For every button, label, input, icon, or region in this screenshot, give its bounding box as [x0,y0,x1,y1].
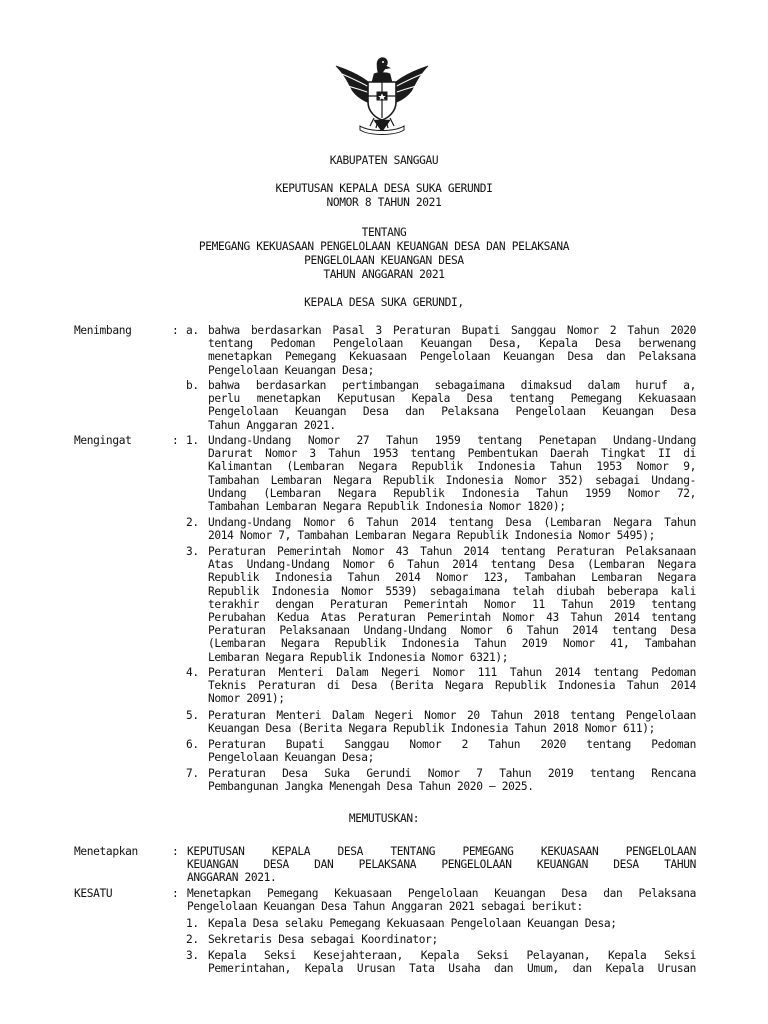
text-line: Undang-Undang Nomor 27 Tahun 1959 tentang Penetapan Undang-Undang [208,434,696,447]
text-line: Pemerintahan, Kepala Urusan Tata Usaha dan Umum, dan Kepala Urusan [208,962,696,976]
text-line: Atas Undang-Undang Nomor 6 Tahun 2014 tentang Desa (Lembaran Negara [208,558,696,572]
text-line: Sekretaris Desa sebagai Koordinator; [208,933,438,946]
section-body [187,887,696,913]
text-line: Peraturan Bupati Sanggau Nomor 2 Tahun 2020 tentang Pedoman [208,738,696,751]
text-line: bahwa berdasarkan pertimbangan sebagaimana dimaksud dalam huruf a, [208,379,696,392]
subject-line-3: TAHUN ANGGARAN 2021 [323,268,445,281]
text-line: Kalimantan (Lembaran Negara Republik Indonesia Tahun 1953 Nomor 9, [208,460,696,474]
text-line: Tambahan Lembaran Negara Republik Indonesia Nomor 1820); [208,500,566,514]
section-label: Mengingat [74,434,132,447]
section-label: Menetapkan [74,845,138,858]
text-line: Undang-Undang Nomor 6 Tahun 2014 tentang Desa (Lembaran Negara Tahun [208,516,696,529]
section-colon: : [172,434,179,447]
text-line: Peraturan Pelaksanaan Undang-Undang Nomor 6 Tahun 2014 tentang Desa [208,624,696,638]
subject-line-2: PENGELOLAAN KEUANGAN DESA [304,254,464,267]
text-line: menetapkan Pemegang Kekuasaan Pengelolaan Keuangan Desa dan Pelaksana [208,350,696,364]
text-line: Peraturan Desa Suka Gerundi Nomor 7 Tahun 2019 tentang Rencana [208,767,696,780]
item-marker: b. [186,379,199,392]
list-item [208,666,696,706]
item-marker: 6. [186,738,199,751]
item-marker: 1. [186,917,199,930]
item-marker: 3. [186,545,199,558]
decides-heading: MEMUTUSKAN: [348,812,420,825]
text-line: Keuangan Desa (Berita Negara Republik Indonesia Tahun 2018 Nomor 611); [208,722,655,736]
text-line: Republik Indonesia Tahun 2014 Nomor 123, Tambahan Lembaran Negara [208,571,696,585]
text-line: Lembaran Negara Republik Indonesia Nomor 6321); [208,650,509,664]
item-marker: 1. [186,434,199,447]
section-colon: : [172,324,179,337]
section-label: KESATU [74,887,113,900]
text-line: Tambahan Lembaran Negara Republik Indonesia Nomor 352) sebagai Undang- [208,473,696,487]
list-item [208,933,696,946]
text-line: Menetapkan Pemegang Kekuasaan Pengelolaan Keuangan Desa dan Pelaksana [187,887,696,900]
list-item [208,545,696,664]
subject-line-1: PEMEGANG KEKUASAAN PENGELOLAAN KEUANGAN DESA DAN PELAKSANA [198,240,570,253]
section-colon: : [172,887,179,900]
item-marker: 2. [186,933,199,946]
about-heading: TENTANG [361,226,407,239]
text-line: Tahun Anggaran 2021. [208,418,336,432]
text-line: Teknis Peraturan di Desa (Berita Negara Republik Indonesia Tahun 2014 [208,679,696,693]
list-item [208,949,696,975]
item-marker: 2. [186,516,199,529]
list-item [208,767,696,793]
section-body [187,845,696,885]
list-item [208,738,696,764]
list-item [208,324,696,377]
text-line: Nomor 2091); [208,692,285,706]
text-line: Pengelolaan Keuangan Desa Tahun Anggaran 2021 sebagai berikut: [187,900,583,914]
text-line: Pengelolaan Keuangan Desa; [208,363,375,377]
text-line: bahwa berdasarkan Pasal 3 Peraturan Bupati Sanggau Nomor 2 Tahun 2020 [208,324,696,337]
regency-title: KABUPATEN SANGGAU [329,154,439,167]
text-line: Perubahan Kedua Atas Peraturan Pemerintah Nomor 43 Tahun 2014 tentang [208,611,696,625]
decree-title: KEPUTUSAN KEPALA DESA SUKA GERUNDI [275,182,493,195]
text-line: tentang Pedoman Pengelolaan Keuangan Desa, Kepala Desa berwenang [208,337,696,351]
text-line: Peraturan Menteri Dalam Negeri Nomor 20 Tahun 2018 tentang Pengelolaan [208,709,696,722]
item-marker: 7. [186,767,199,780]
text-line: Peraturan Pemerintah Nomor 43 Tahun 2014 tentang Peraturan Pelaksanaan [208,545,696,558]
text-line: (Lembaran Negara Republik Indonesia Tahun 2019 Nomor 41, Tambahan [208,637,696,651]
section-colon: : [172,845,179,858]
list-item [208,709,696,735]
text-line: terakhir dengan Peraturan Pemerintah Nomor 11 Tahun 2019 tentang [208,597,696,611]
item-marker: 3. [186,949,199,962]
text-line: Kepala Desa selaku Pemegang Kekuasaan Pengelolaan Keuangan Desa; [208,917,617,930]
garuda-emblem-icon [330,52,434,138]
text-line: Darurat Nomor 3 Tahun 1953 tentang Pembentukan Daerah Tingkat II di [208,447,696,461]
text-line: Pembangunan Jangka Menengah Desa Tahun 2020 – 2025. [208,780,534,794]
item-marker: 4. [186,666,199,679]
item-marker: a. [186,324,199,337]
text-line: Pengelolaan Keuangan Desa dan Pelaksana Pengelolaan Keuangan Desa [208,405,696,419]
text-line: KEPUTUSAN KEPALA DESA TENTANG PEMEGANG KEKUASAAN PENGELOLAAN [187,845,696,858]
text-line: Republik Indonesia Nomor 5539) sebagaimana telah diubah beberapa kali [208,584,696,598]
text-line: Pengelolaan Keuangan Desa; [208,751,375,765]
text-line: KEUANGAN DESA DAN PELAKSANA PENGELOLAAN KEUANGAN DESA TAHUN [187,858,696,872]
text-line: 2014 Nomor 7, Tambahan Lembaran Negara Republik Indonesia Nomor 5495); [208,529,655,543]
issuer-heading: KEPALA DESA SUKA GERUNDI, [304,296,464,309]
decree-number: NOMOR 8 TAHUN 2021 [326,196,442,209]
item-marker: 5. [186,709,199,722]
text-line: Kepala Seksi Kesejahteraan, Kepala Seksi Pelayanan, Kepala Seksi [208,949,696,962]
list-item [208,917,696,930]
section-label: Menimbang [74,324,132,337]
list-item [208,434,696,513]
text-line: perlu menetapkan Keputusan Kepala Desa tentang Pemegang Kekuasaan [208,392,696,406]
text-line: ANGGARAN 2021. [187,871,277,885]
list-item [208,379,696,432]
text-line: Peraturan Menteri Dalam Negeri Nomor 111 Tahun 2014 tentang Pedoman [208,666,696,679]
list-item [208,516,696,542]
text-line: Undang (Lembaran Negara Republik Indonesia Tahun 1959 Nomor 72, [208,486,696,500]
